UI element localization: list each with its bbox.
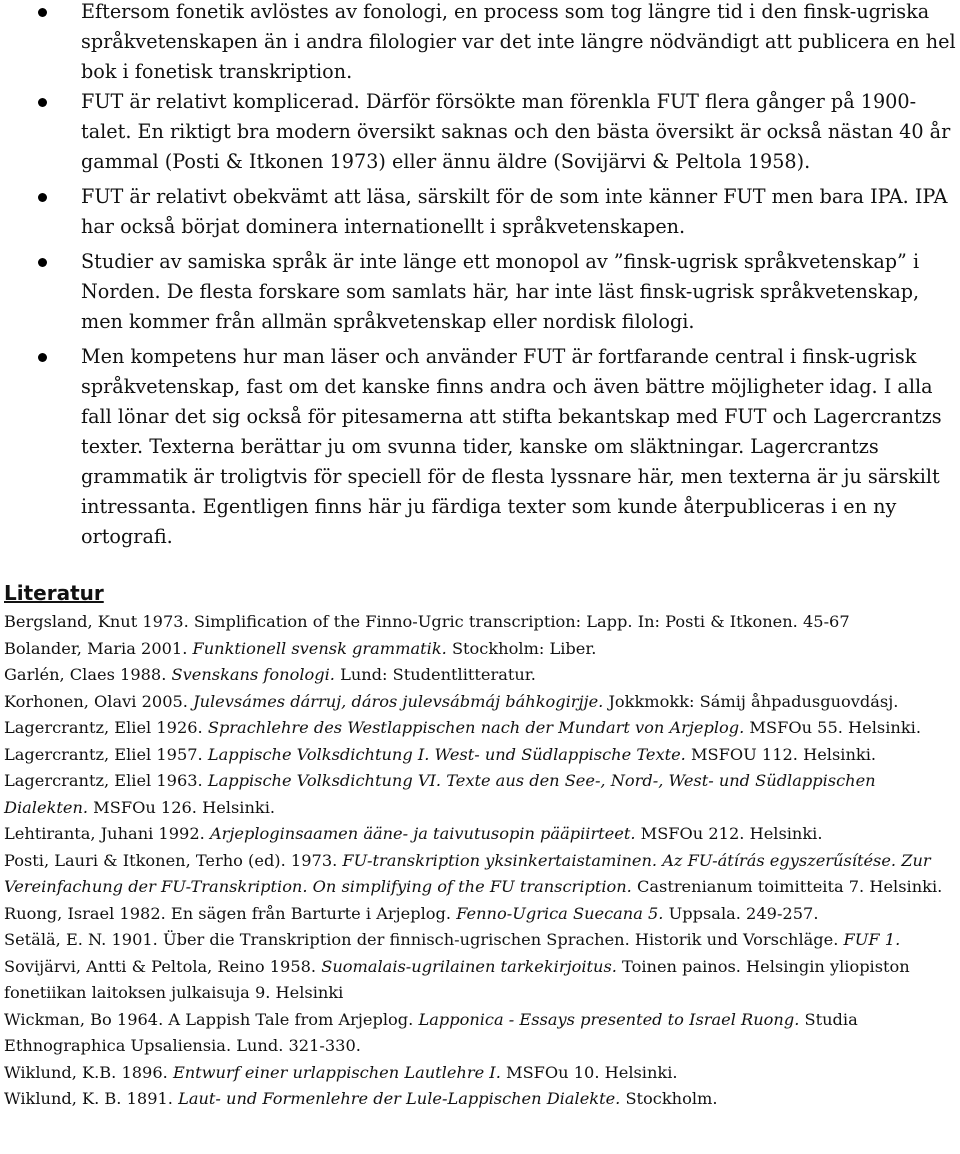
ref-publisher: Stockholm: Liber.: [446, 638, 597, 658]
bullet-item: [0, 247, 960, 337]
ref-title: Lappische Volksdichtung I. West- und Südlappische Texte.: [207, 744, 686, 764]
reference-item: [4, 609, 956, 636]
ref-publisher: Jokkmokk: Sámij åhpadusguovdásj.: [603, 691, 899, 711]
ref-author: Bergsland, Knut 1973. Simplification of the Finno-Ugric transcription: Lapp. In: Posti & Itkonen. 45-67: [4, 612, 850, 631]
bullet-item: [0, 342, 960, 552]
ref-author: Bolander, Maria 2001.: [4, 638, 193, 658]
ref-author: Lagercrantz, Eliel 1957.: [4, 744, 208, 764]
bullet-dot-icon: [38, 193, 47, 202]
ref-title: Entwurf einer urlappischen Lautlehre I.: [172, 1062, 501, 1082]
ref-author: Posti, Lauri & Itkonen, Terho (ed). 1973.: [4, 850, 343, 870]
ref-title: Lapponica - Essays presented to Israel Ruong.: [418, 1009, 800, 1029]
bullet-text: FUT är relativt komplicerad. Därför försökte man förenkla FUT flera gånger på 1900-talet. En riktigt bra modern översikt saknas och den bästa översikt är också nästan 40 år gammal (Posti & Itkonen 1973) eller ännu äldre (Sovijärvi & Peltola 1958).: [81, 90, 951, 173]
reference-item: [4, 636, 956, 663]
bullet-dot-icon: [38, 98, 47, 107]
ref-author: Lagercrantz, Eliel 1963.: [4, 771, 208, 790]
reference-item: [4, 927, 956, 954]
bullet-text: Eftersom fonetik avlöstes av fonologi, en process som tog längre tid i den finsk-ugriska språkvetenskapen än i andra filologier var det inte längre nödvändigt att publicera en hel bok i fonetisk transkription.: [81, 0, 956, 83]
reference-item: [4, 821, 956, 848]
ref-author: Setälä, E. N. 1901. Über die Transkription der finnisch-ugrischen Sprachen. Historik und Vorschläge.: [4, 930, 844, 949]
ref-title: Laut- und Formenlehre der Lule-Lappischen Dialekte.: [178, 1089, 621, 1108]
ref-author: Wickman, Bo 1964. A Lappish Tale from Arjeplog.: [4, 1009, 419, 1029]
ref-title: Svenskans fonologi.: [171, 665, 335, 684]
ref-publisher: Studia Ethnographica Upsaliensia. Lund. 321-330.: [4, 1009, 858, 1055]
ref-author: Garlén, Claes 1988.: [4, 665, 172, 684]
reference-list: [4, 609, 956, 1113]
ref-title: Funktionell svensk grammatik.: [192, 638, 447, 658]
bullet-item: [0, 0, 960, 87]
ref-title: FUF 1.: [843, 930, 901, 949]
ref-publisher: Toinen painos. Helsingin yliopiston fonetiikan laitoksen julkaisuja 9. Helsinki: [4, 956, 910, 1002]
ref-title: Suomalais-ugrilainen tarkekirjoitus.: [321, 956, 617, 976]
bullet-list: [0, 0, 960, 552]
literature-heading: Literatur: [4, 581, 104, 605]
reference-item: [4, 954, 956, 1007]
bullet-text: FUT är relativt obekvämt att läsa, särskilt för de som inte känner FUT men bara IPA. IPA har också börjat dominera internationellt i språkvetenskapen.: [81, 185, 948, 238]
reference-item: [4, 1086, 956, 1113]
bullet-text: Studier av samiska språk är inte länge ett monopol av ”finsk-ugrisk språkvetenskap” i Norden. De flesta forskare som samlats här, har inte läst finsk-ugrisk språkvetenskap, men kommer från allmän språkvetenskap eller nordisk filologi.: [81, 250, 920, 333]
ref-title: Sprachlehre des Westlappischen nach der Mundart von Arjeplog.: [207, 718, 745, 737]
ref-publisher: Lund: Studentlitteratur.: [334, 665, 536, 684]
ref-author: Lehtiranta, Juhani 1992.: [4, 824, 210, 843]
reference-item: [4, 1060, 956, 1087]
bullet-dot-icon: [38, 8, 47, 17]
ref-author: Ruong, Israel 1982. En sägen från Barturte i Arjeplog.: [4, 903, 457, 923]
ref-author: Wiklund, K. B. 1891.: [4, 1089, 179, 1108]
bullet-text: Men kompetens hur man läser och använder FUT är fortfarande central i finsk-ugrisk språkvetenskap, fast om det kanske finns andra och även bättre möjligheter idag. I alla fall lönar det sig också för pitesamerna att stifta bekantskap med FUT och Lagercrantzs texter. Texterna berättar ju om svunna tider, kanske om släktningar. Lagercrantzs grammatik är troligtvis för speciell för de flesta lyssnare här, men texterna är ju särskilt intressanta. Egentligen finns här ju färdiga texter som kunde återpubliceras i en ny ortografi.: [81, 345, 942, 548]
reference-item: [4, 768, 956, 821]
ref-publisher: MSFOu 55. Helsinki.: [744, 718, 921, 737]
reference-item: [4, 742, 956, 769]
bullet-dot-icon: [38, 258, 47, 267]
ref-author: Sovijärvi, Antti & Peltola, Reino 1958.: [4, 956, 322, 976]
ref-publisher: Uppsala. 249-257.: [663, 903, 819, 923]
ref-title: Lappische Volksdichtung VI. Texte aus den See-, Nord-, West- und Südlappischen Dialekten.: [4, 771, 876, 817]
bullet-item: [0, 182, 960, 242]
ref-title: Arjeploginsaamen ääne- ja taivutusopin pääpiirteet.: [209, 824, 636, 843]
ref-publisher: Castrenianum toimitteita 7. Helsinki.: [631, 877, 943, 896]
reference-item: [4, 1007, 956, 1060]
ref-author: Lagercrantz, Eliel 1926.: [4, 718, 208, 737]
ref-publisher: MSFOu 212. Helsinki.: [635, 824, 823, 843]
ref-publisher: MSFOu 126. Helsinki.: [88, 797, 276, 817]
reference-item: [4, 689, 956, 716]
ref-title: Fenno-Ugrica Suecana 5.: [456, 903, 664, 923]
bullet-item: [0, 87, 960, 177]
ref-title: Julevsámes dárruj, dáros julevsábmáj báhkogirjje.: [193, 691, 604, 711]
reference-item: [4, 715, 956, 742]
reference-item: [4, 901, 956, 928]
ref-title: FU-transkription yksinkertaistaminen. Az FU-átírás egyszerűsítése. Zur Vereinfachung der FU-Transkription. On simplifying of the FU transcription.: [4, 850, 931, 896]
ref-publisher: MSFOU 112. Helsinki.: [685, 744, 877, 764]
ref-publisher: MSFOu 10. Helsinki.: [500, 1062, 678, 1082]
ref-publisher: Stockholm.: [620, 1089, 718, 1108]
ref-author: Wiklund, K.B. 1896.: [4, 1062, 173, 1082]
bullet-dot-icon: [38, 353, 47, 362]
reference-item: [4, 662, 956, 689]
reference-item: [4, 848, 956, 901]
ref-author: Korhonen, Olavi 2005.: [4, 691, 194, 711]
